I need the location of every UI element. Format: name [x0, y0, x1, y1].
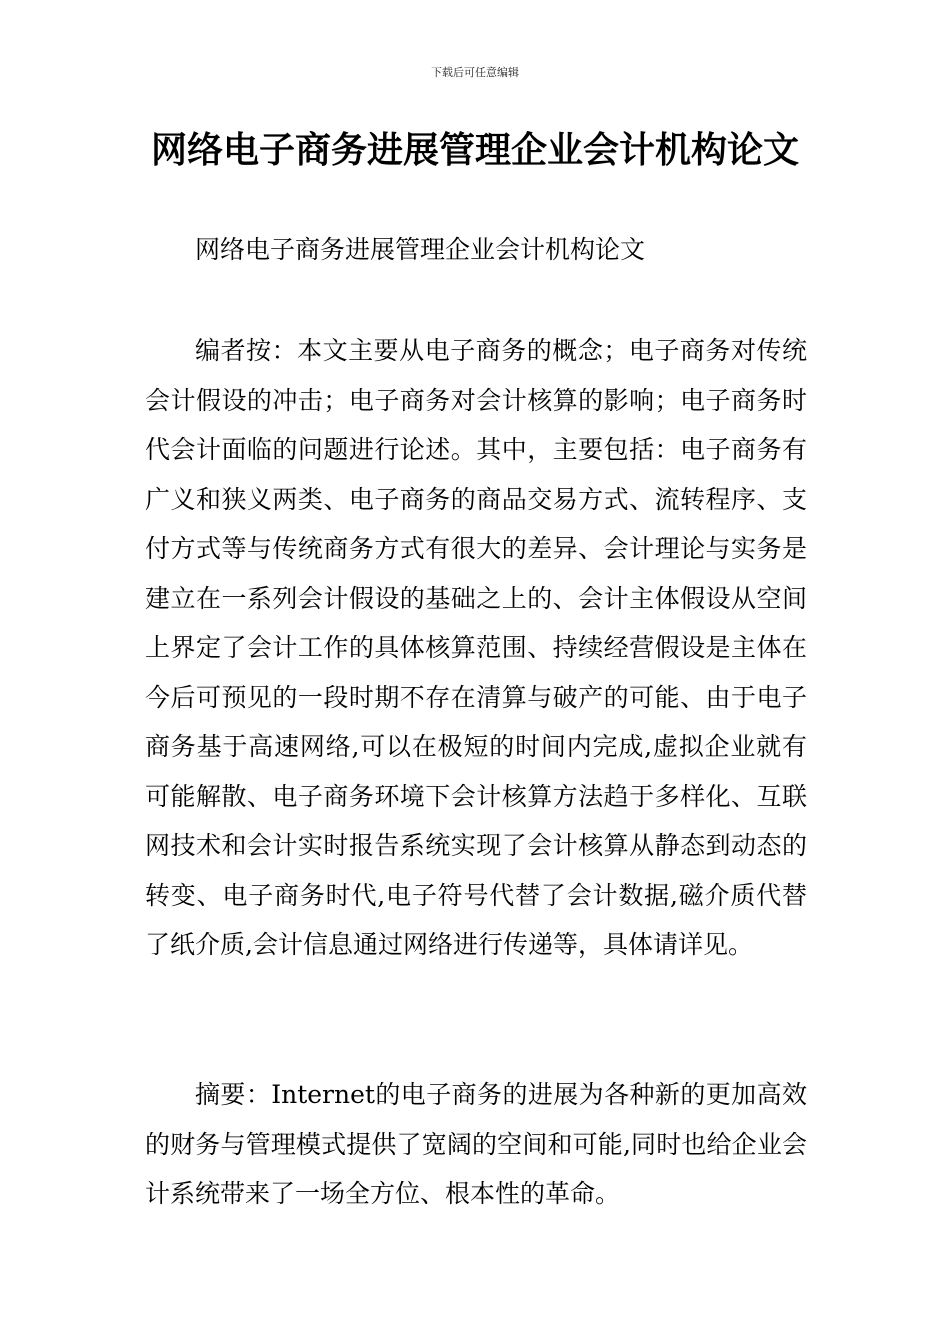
- paragraph-editor-note: 编者按：本文主要从电子商务的概念；电子商务对传统会计假设的冲击；电子商务对会计核算的影响；电子商务时代会计面临的问题进行论述。其中，主要包括：电子商务有广义和狭义两类、电子商务的商品交易方式、流转程序、支付方式等与传统商务方式有很大的差异、会计理论与实务是建立在一系列会计假设的基础之上的、会计主体假设从空间上界定了会计工作的具体核算范围、持续经营假设是主体在今后可预见的一段时期不存在清算与破产的可能、由于电子商务基于高速网络,可以在极短的时间内完成,虚拟企业就有可能解散、电子商务环境下会计核算方法趋于多样化、互联网技术和会计实时报告系统实现了会计核算从静态到动态的转变、电子商务时代,电子符号代替了会计数据,磁介质代替了纸介质,会计信息通过网络进行传递等，具体请详见。: [145, 336, 807, 959]
- paragraph-subtitle: 网络电子商务进展管理企业会计机构论文: [195, 235, 646, 264]
- document-title: 网络电子商务进展管理企业会计机构论文: [150, 130, 799, 171]
- header-note: 下载后可任意编辑: [431, 66, 519, 79]
- paragraph-abstract: 摘要：Internet的电子商务的进展为各种新的更加高效的财务与管理模式提供了宽阔的空间和可能,同时也给企业会计系统带来了一场全方位、根本性的革命。: [145, 1080, 807, 1208]
